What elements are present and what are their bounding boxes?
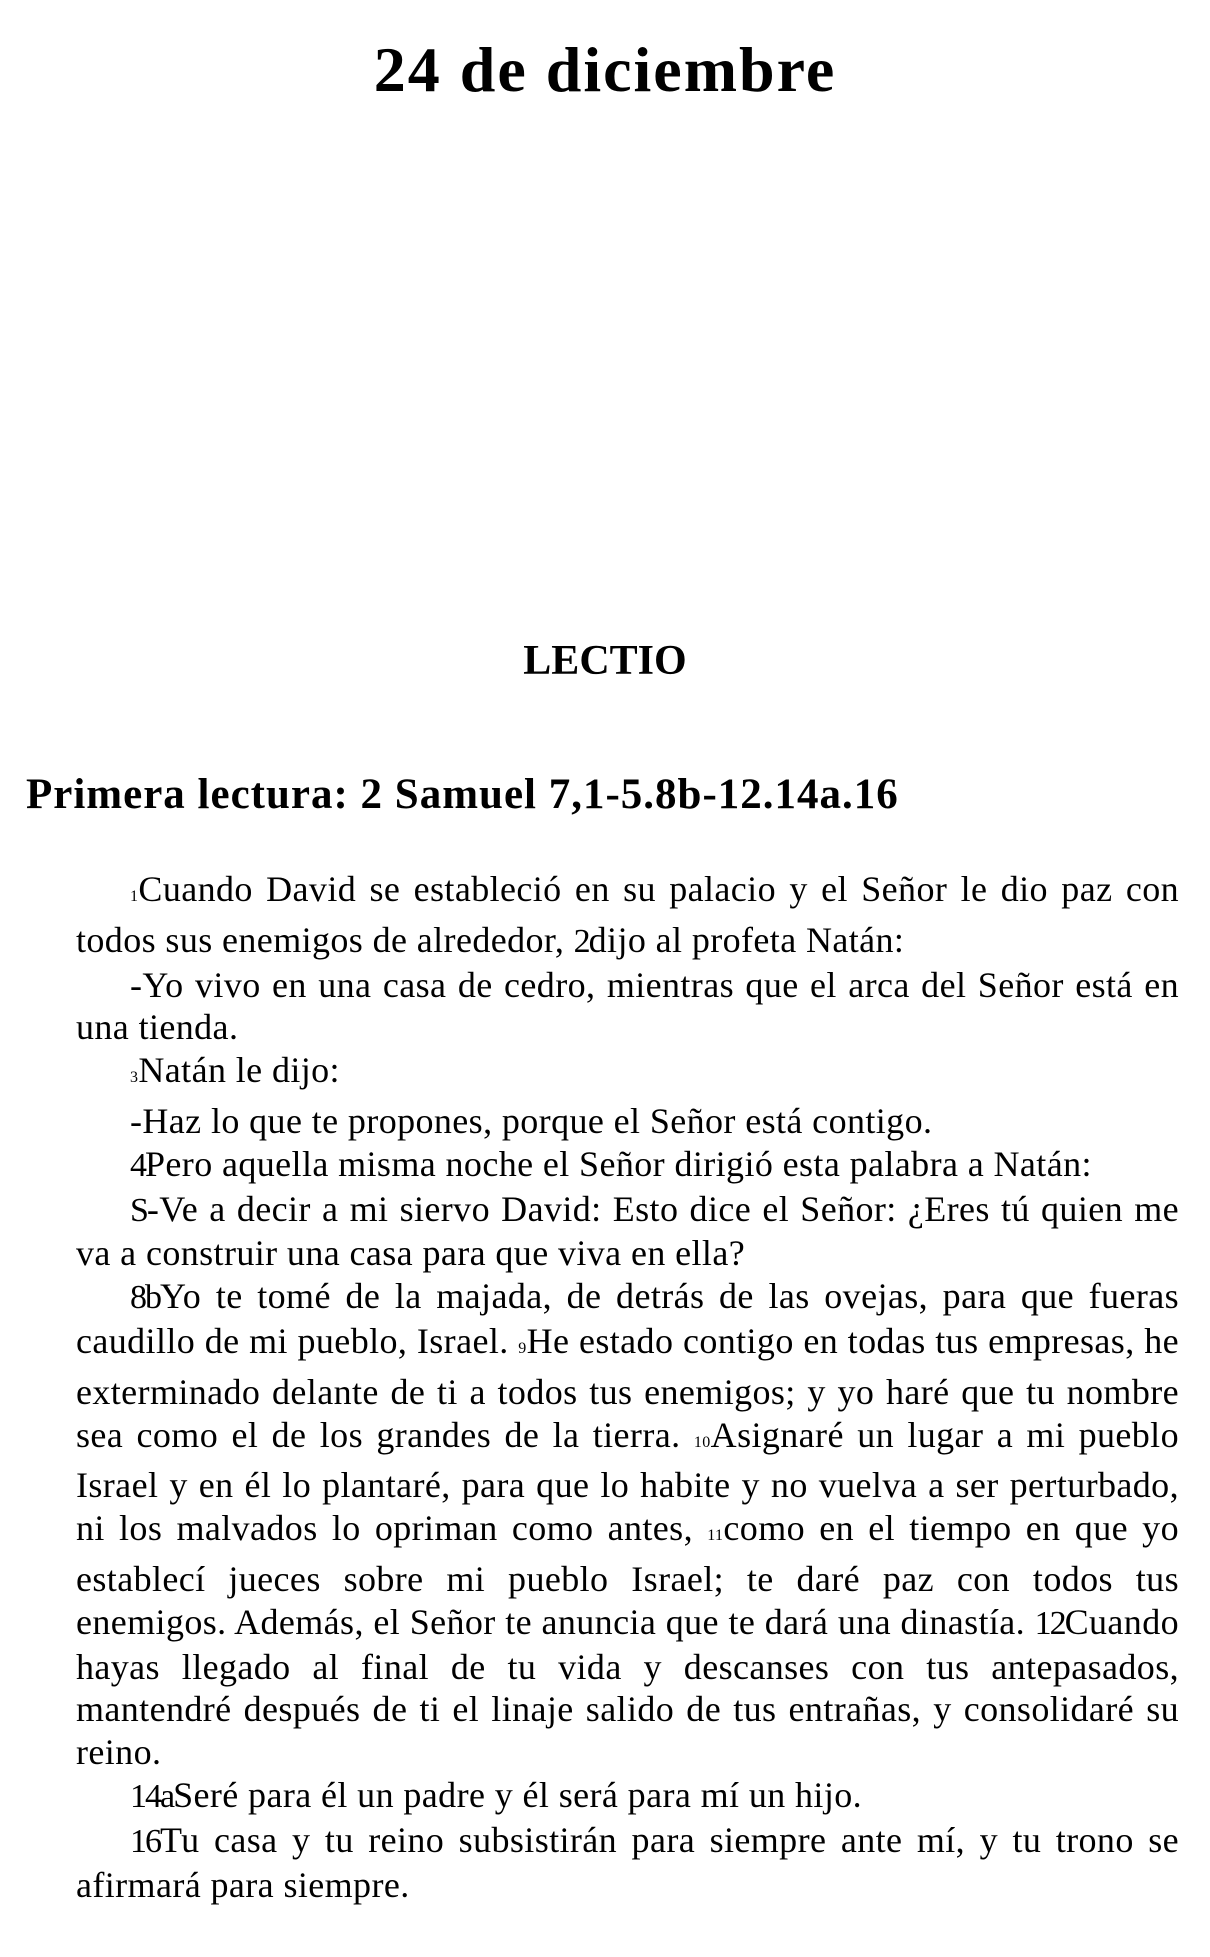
paragraph [76,1275,1179,1774]
verse-number: 9 [518,1339,527,1357]
paragraph [76,964,1179,1050]
paragraph [76,868,1179,964]
verse-text: -Haz lo que te propones, porque el Señor está contigo. [130,1100,933,1141]
verse-number: 16 [130,1822,160,1860]
verse-number: 11 [707,1527,724,1545]
verse-number: 14a [130,1777,174,1815]
verse-text: He estado contigo en todas tus empresas, he exterminado delante de ti a todos tus enemigos; y yo haré que tu nombre sea como el de los grandes de la tierra. [76,1320,1179,1455]
verse-number: 3 [130,1069,139,1087]
verse-text: Yo te tomé de la majada, de detrás de las ovejas, para que fueras caudillo de mi pueblo, Israel. [76,1276,1179,1361]
reading-passage [76,868,1179,1906]
verse-text: -Ve a decir a mi siervo David: Esto dice el Señor: ¿Eres tú quien me va a construir una casa para que viva en ella? [76,1188,1179,1274]
paragraph [76,1774,1179,1819]
paragraph [76,1143,1179,1188]
verse-number: 10 [693,1433,711,1451]
verse-text: Natán le dijo: [138,1050,340,1091]
verse-text: como en el tiempo en que yo establecí jueces sobre mi pueblo Israel; te daré paz con todos tus enemigos. Además, el Señor te anuncia que te dará una dinastía. [76,1508,1179,1642]
section-heading: LECTIO [523,638,687,684]
verse-number: 12 [1034,1604,1065,1642]
verse-text: -Yo vivo en una casa de cedro, mientras que el arca del Señor está en una tienda. [76,964,1179,1048]
verse-text: dijo al profeta Natán: [588,919,905,960]
paragraph [76,1819,1179,1907]
verse-number: 8b [130,1279,160,1317]
paragraph [76,1049,1179,1100]
page-title: 24 de diciembre [373,34,837,105]
verse-text: Cuando David se estableció en su palacio y el Señor le dio paz con todos sus enemigos de alrededor, [76,869,1179,960]
verse-text: Cuando hayas llegado al final de tu vida y descanses con tus antepasados, mantendré después de ti el linaje salido de tus entrañas, y consolidaré su reino. [76,1601,1179,1773]
paragraph [76,1100,1179,1143]
reading-title: Primera lectura: 2 Samuel 7,1-5.8b-12.14a.16 [26,771,899,818]
verse-text: Pero aquella misma noche el Señor dirigió esta palabra a Natán: [145,1143,1092,1184]
verse-text: Asignaré un lugar a mi pueblo Israel y en él lo plantaré, para que lo habite y no vuelva a ser perturbado, ni los malvados lo opriman como antes, [76,1414,1179,1549]
paragraph [76,1188,1179,1276]
verse-number: 2 [573,922,589,960]
verse-number: 1 [130,888,139,905]
verse-text: Seré para él un padre y él será para mí un hijo. [173,1774,863,1815]
verse-text: Tu casa y tu reino subsistirán para siempre ante mí, y tu trono se afirmará para siempre. [76,1819,1179,1905]
verse-number: 4 [130,1146,145,1184]
verse-number: S [130,1191,147,1229]
